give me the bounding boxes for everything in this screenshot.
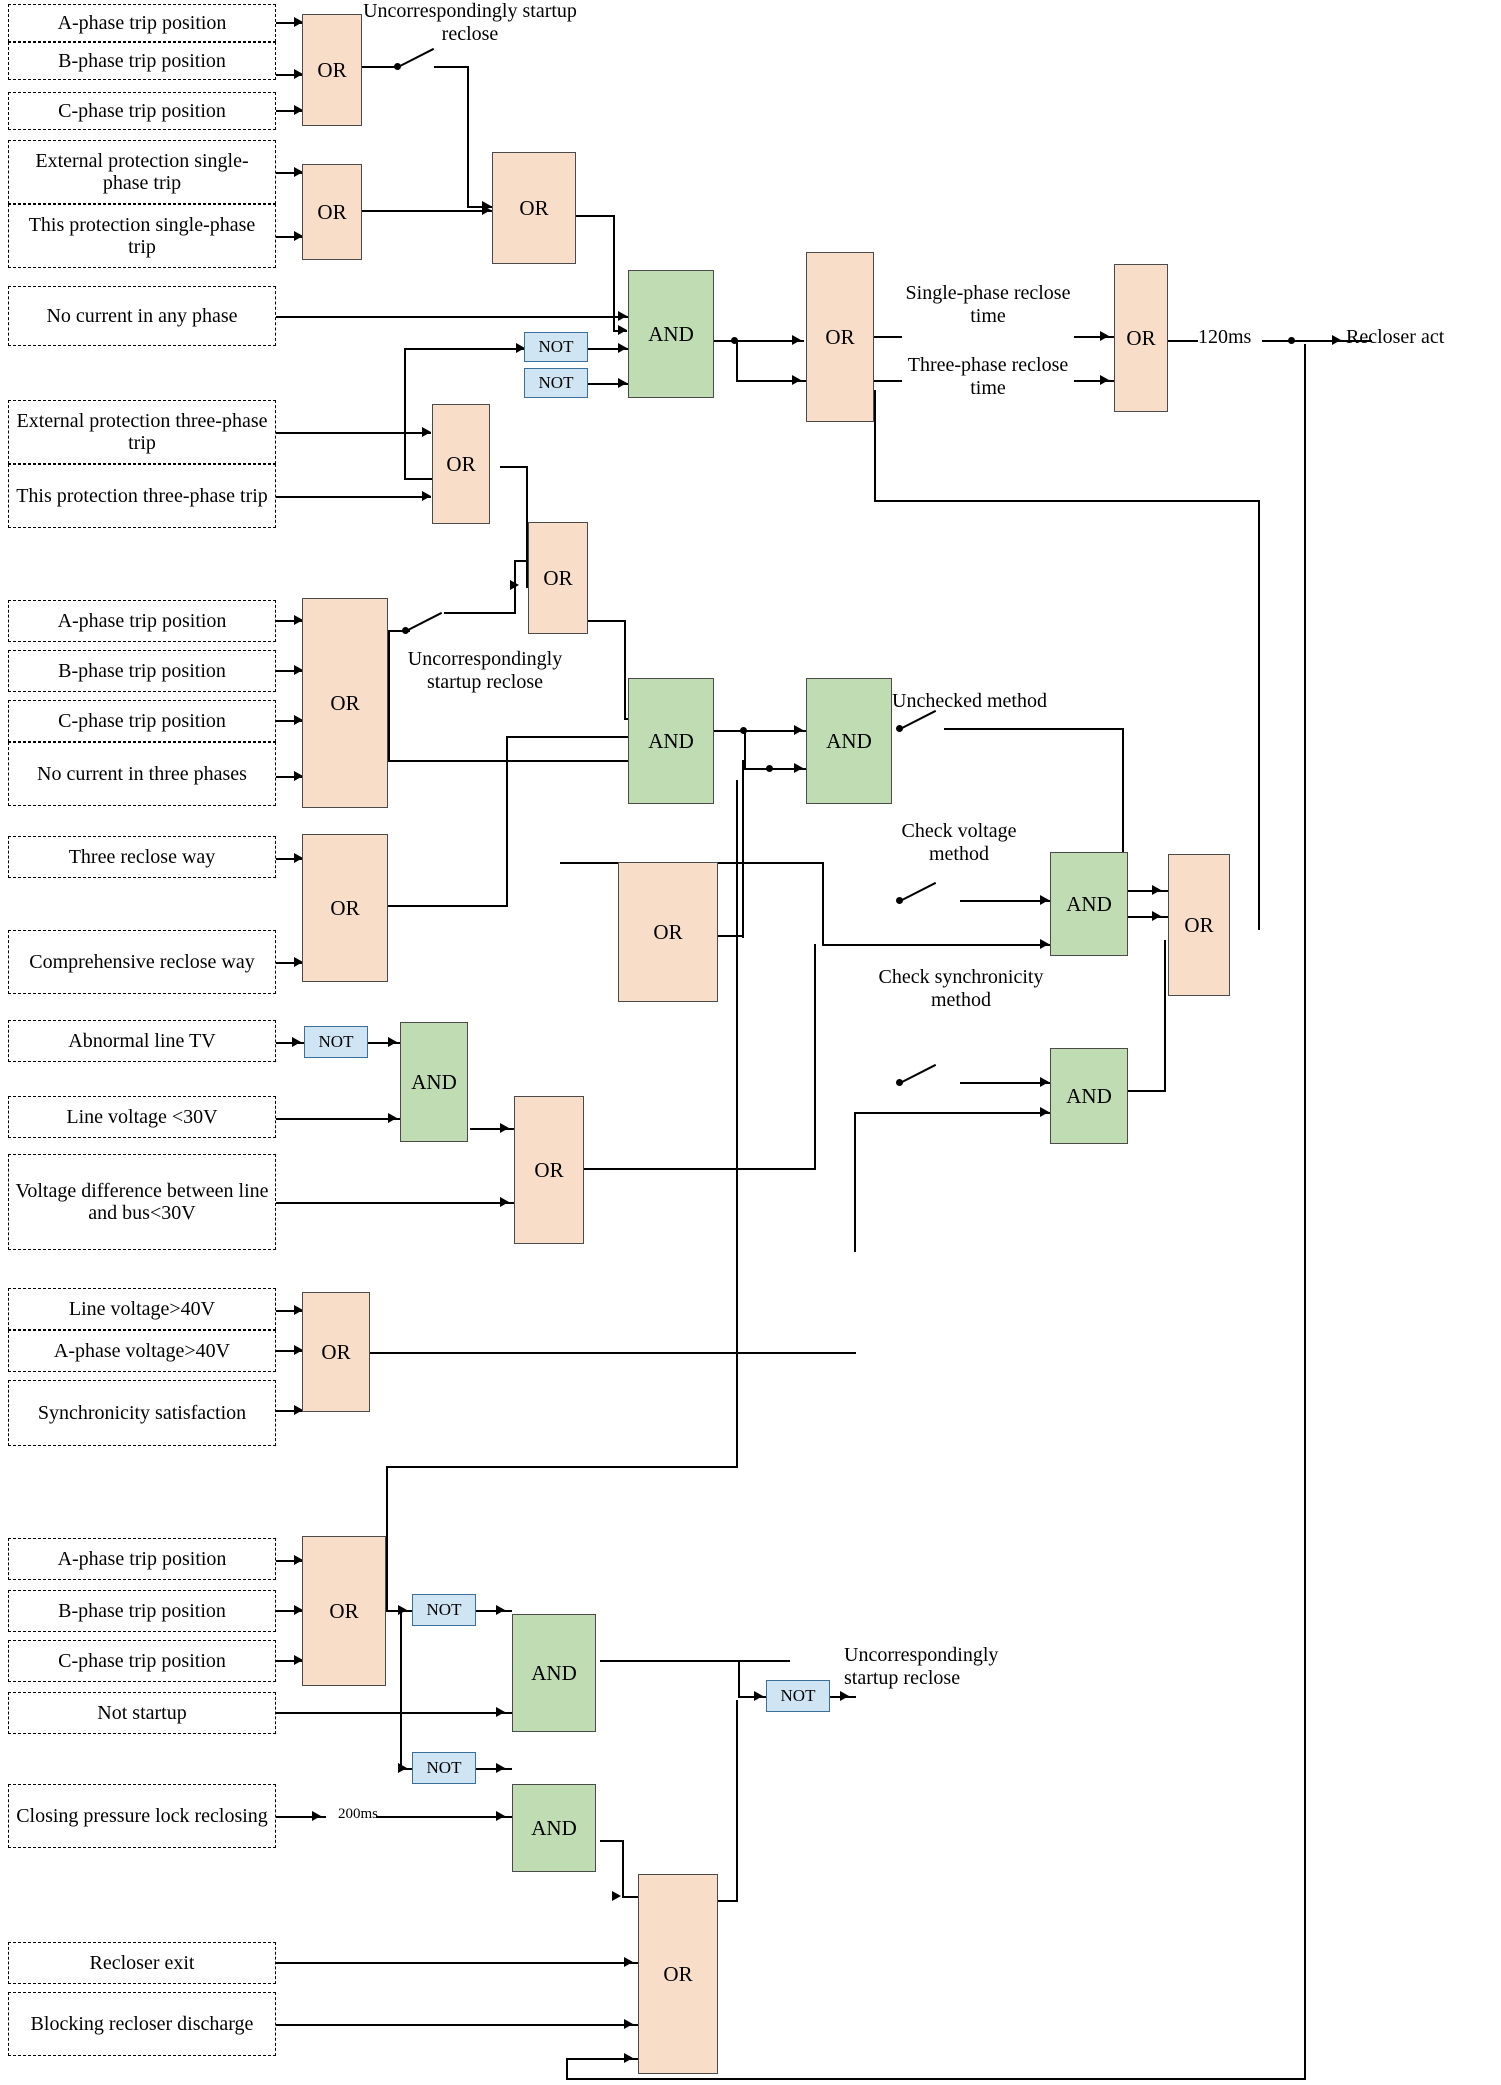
or-gate: OR bbox=[432, 404, 490, 524]
or-gate: OR bbox=[302, 1536, 386, 1686]
and-gate: AND bbox=[1050, 1048, 1128, 1144]
input-box: No current in any phase bbox=[8, 286, 276, 346]
or-gate: OR bbox=[514, 1096, 584, 1244]
input-box: Abnormal line TV bbox=[8, 1020, 276, 1062]
input-box: B-phase trip position bbox=[8, 42, 276, 80]
or-gate: OR bbox=[302, 598, 388, 808]
input-box: Voltage difference between line and bus<30V bbox=[8, 1154, 276, 1250]
input-box: This protection three-phase trip bbox=[8, 464, 276, 528]
not-gate: NOT bbox=[412, 1594, 476, 1626]
annotation-uncorrespondingly-startup-reclose-1: Uncorrespondingly startup reclose bbox=[363, 0, 577, 45]
and-gate: AND bbox=[628, 678, 714, 804]
input-box: Line voltage>40V bbox=[8, 1288, 276, 1330]
annotation-unchecked-method: Unchecked method bbox=[892, 690, 1047, 712]
input-box: C-phase trip position bbox=[8, 700, 276, 742]
label-recloser-act: Recloser act bbox=[1346, 326, 1445, 348]
and-gate: AND bbox=[512, 1614, 596, 1732]
or-gate: OR bbox=[302, 164, 362, 260]
input-box: External protection three-phase trip bbox=[8, 400, 276, 464]
annotation-three-phase-reclose-time: Three-phase reclose time bbox=[907, 354, 1069, 399]
input-box: Synchronicity satisfaction bbox=[8, 1380, 276, 1446]
input-box: B-phase trip position bbox=[8, 650, 276, 692]
input-box: A-phase trip position bbox=[8, 4, 276, 42]
or-gate: OR bbox=[528, 522, 588, 634]
input-box: Recloser exit bbox=[8, 1942, 276, 1984]
not-gate: NOT bbox=[524, 332, 588, 362]
and-gate: AND bbox=[400, 1022, 468, 1142]
not-gate: NOT bbox=[524, 368, 588, 398]
or-gate: OR bbox=[806, 252, 874, 422]
input-box: A-phase trip position bbox=[8, 1538, 276, 1580]
input-box: No current in three phases bbox=[8, 742, 276, 806]
annotation-single-phase-reclose-time: Single-phase reclose time bbox=[905, 282, 1071, 327]
input-box: Blocking recloser discharge bbox=[8, 1992, 276, 2056]
input-box: C-phase trip position bbox=[8, 1640, 276, 1682]
annotation-uncorrespondingly-startup-reclose-2: Uncorrespondingly startup reclose bbox=[407, 648, 563, 693]
or-gate: OR bbox=[1114, 264, 1168, 412]
not-gate: NOT bbox=[412, 1752, 476, 1784]
input-box: Comprehensive reclose way bbox=[8, 930, 276, 994]
and-gate: AND bbox=[806, 678, 892, 804]
input-box: C-phase trip position bbox=[8, 92, 276, 130]
and-gate: AND bbox=[628, 270, 714, 398]
input-box: Not startup bbox=[8, 1692, 276, 1734]
or-gate: OR bbox=[302, 834, 388, 982]
or-gate: OR bbox=[638, 1874, 718, 2074]
input-box: Line voltage <30V bbox=[8, 1096, 276, 1138]
or-gate: OR bbox=[1168, 854, 1230, 996]
input-box: External protection single-phase trip bbox=[8, 140, 276, 204]
or-gate: OR bbox=[492, 152, 576, 264]
and-gate: AND bbox=[1050, 852, 1128, 956]
and-gate: AND bbox=[512, 1784, 596, 1872]
input-box: This protection single-phase trip bbox=[8, 204, 276, 268]
input-box: B-phase trip position bbox=[8, 1590, 276, 1632]
input-box: Closing pressure lock reclosing bbox=[8, 1784, 276, 1848]
or-gate: OR bbox=[618, 862, 718, 1002]
annotation-check-synchronicity-method: Check synchronicity method bbox=[878, 966, 1044, 1011]
label-200ms: 200ms bbox=[337, 1806, 378, 1822]
or-gate: OR bbox=[302, 14, 362, 126]
input-box: A-phase voltage>40V bbox=[8, 1330, 276, 1372]
not-gate: NOT bbox=[304, 1026, 368, 1058]
annotation-check-voltage-method: Check voltage method bbox=[901, 820, 1017, 865]
not-gate: NOT bbox=[766, 1680, 830, 1712]
input-box: A-phase trip position bbox=[8, 600, 276, 642]
or-gate: OR bbox=[302, 1292, 370, 1412]
label-120ms: 120ms bbox=[1198, 326, 1252, 348]
input-box: Three reclose way bbox=[8, 836, 276, 878]
annotation-uncorrespondingly-startup-reclose-3: Uncorrespondingly startup reclose bbox=[844, 1644, 999, 1689]
